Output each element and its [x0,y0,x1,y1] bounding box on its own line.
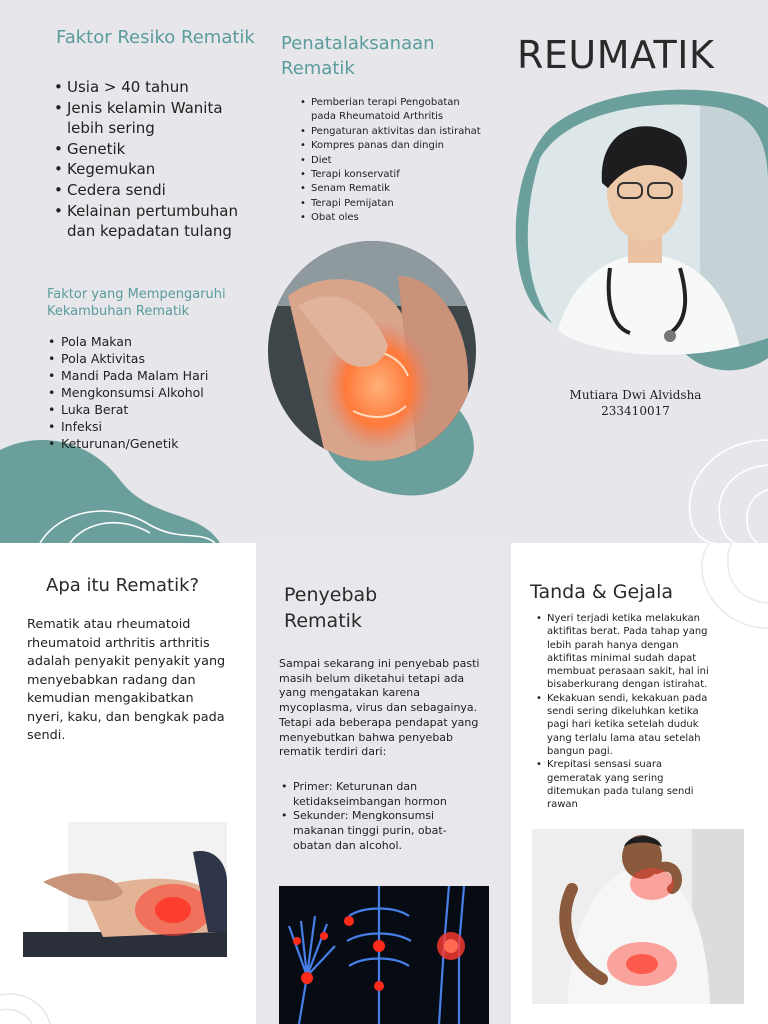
list-item: • Jenis kelamin Wanita lebih sering [67,98,257,139]
knee-photo [268,236,488,496]
list-item: • Kompres panas dan dingin [311,139,481,153]
relapse-factors-title: Faktor yang Mempengaruhi Kekambuhan Rematik [47,287,226,319]
skeleton-photo [279,886,489,1024]
list-item: • Pemberian terapi Pengobatan pada Rheumatoid Arthritis [311,96,481,125]
list-item: • Terapi konservatif [311,168,481,182]
list-item: • Mengkonsumsi Alkohol [61,384,208,401]
line-swirl-bottom-left [0,985,60,1024]
list-item: • Genetik [67,139,257,160]
list-item: • Sekunder: Mengkonsumsi makanan tinggi purin, obat-obatan dan alcohol. [293,809,483,853]
list-item: • Pola Makan [61,333,208,350]
causes-title: Penyebab Rematik [284,584,378,632]
symptoms-title: Tanda & Gejala [530,581,674,603]
list-item: • Keturunan/Genetik [61,435,208,452]
what-is-text: Rematik atau rheumatoid rheumatoid arthritis arthritis adalah penyakit penyakit yang menyebabkan radang dan kemudian mengakibatkan nyeri, kaku, dan bengkak pada sendi. [27,617,226,743]
list-item: • Krepitasi sensasi suara gemeratak yang sering ditemukan pada tulang sendi rawan [547,758,709,811]
back-pain-photo [532,829,744,1004]
author-block [562,387,709,419]
relapse-factors-list [61,333,208,452]
list-item: • Cedera sendi [67,180,257,201]
list-item: • Pengaturan aktivitas dan istirahat [311,125,481,139]
management-title: Penatalaksanaan Rematik [281,33,435,79]
foot-photo [23,822,227,957]
list-item: • Mandi Pada Malam Hari [61,367,208,384]
list-item: • Usia > 40 tahun [67,77,257,98]
what-is-title: Apa itu Rematik? [46,575,200,596]
symptoms-list [547,612,709,811]
list-item: • Kekakuan sendi, kekakuan pada sendi sering dikeluhkan ketika pagi hari ketika setelah duduk yang terlalu lama atau setelah bangun pagi. [547,692,709,758]
list-item: • Obat oles [311,211,481,225]
list-item: • Luka Berat [61,401,208,418]
list-item: • Diet [311,154,481,168]
list-item: • Senam Rematik [311,182,481,196]
causes-list [293,780,483,854]
list-item: • Kelainan pertumbuhan dan kepadatan tulang [67,201,257,242]
list-item: • Primer: Keturunan dan ketidakseimbangan hormon [293,780,483,809]
list-item: • Infeksi [61,418,208,435]
author-id: 233410017 [601,404,670,418]
doctor-photo [510,88,768,378]
risk-factors-title: Faktor Resiko Rematik [56,27,255,48]
causes-text: Sampai sekarang ini penyebab pasti masih belum diketahui tetapi ada yang mengatakan karena mycoplasma, virus dan sebagainya. Tetapi ada beberapa pendapat yang menyebutkan bahwa penyebab rematik terdiri dari: [279,657,480,759]
list-item: • Terapi Pemijatan [311,197,481,211]
author-name: Mutiara Dwi Alvidsha [569,388,702,402]
list-item: • Pola Aktivitas [61,350,208,367]
list-item: • Kegemukan [67,159,257,180]
management-list [311,96,481,226]
brochure-title: REUMATIK [517,33,715,77]
line-swirl-right [660,420,768,543]
risk-factors-list [67,77,257,242]
list-item: • Nyeri terjadi ketika melakukan aktifitas berat. Pada tahap yang lebih parah hanya dengan aktifitas minimal sudah dapat membuat perasaan sakit, hal ini bisaberkurang dengan istirahat. [547,612,709,692]
